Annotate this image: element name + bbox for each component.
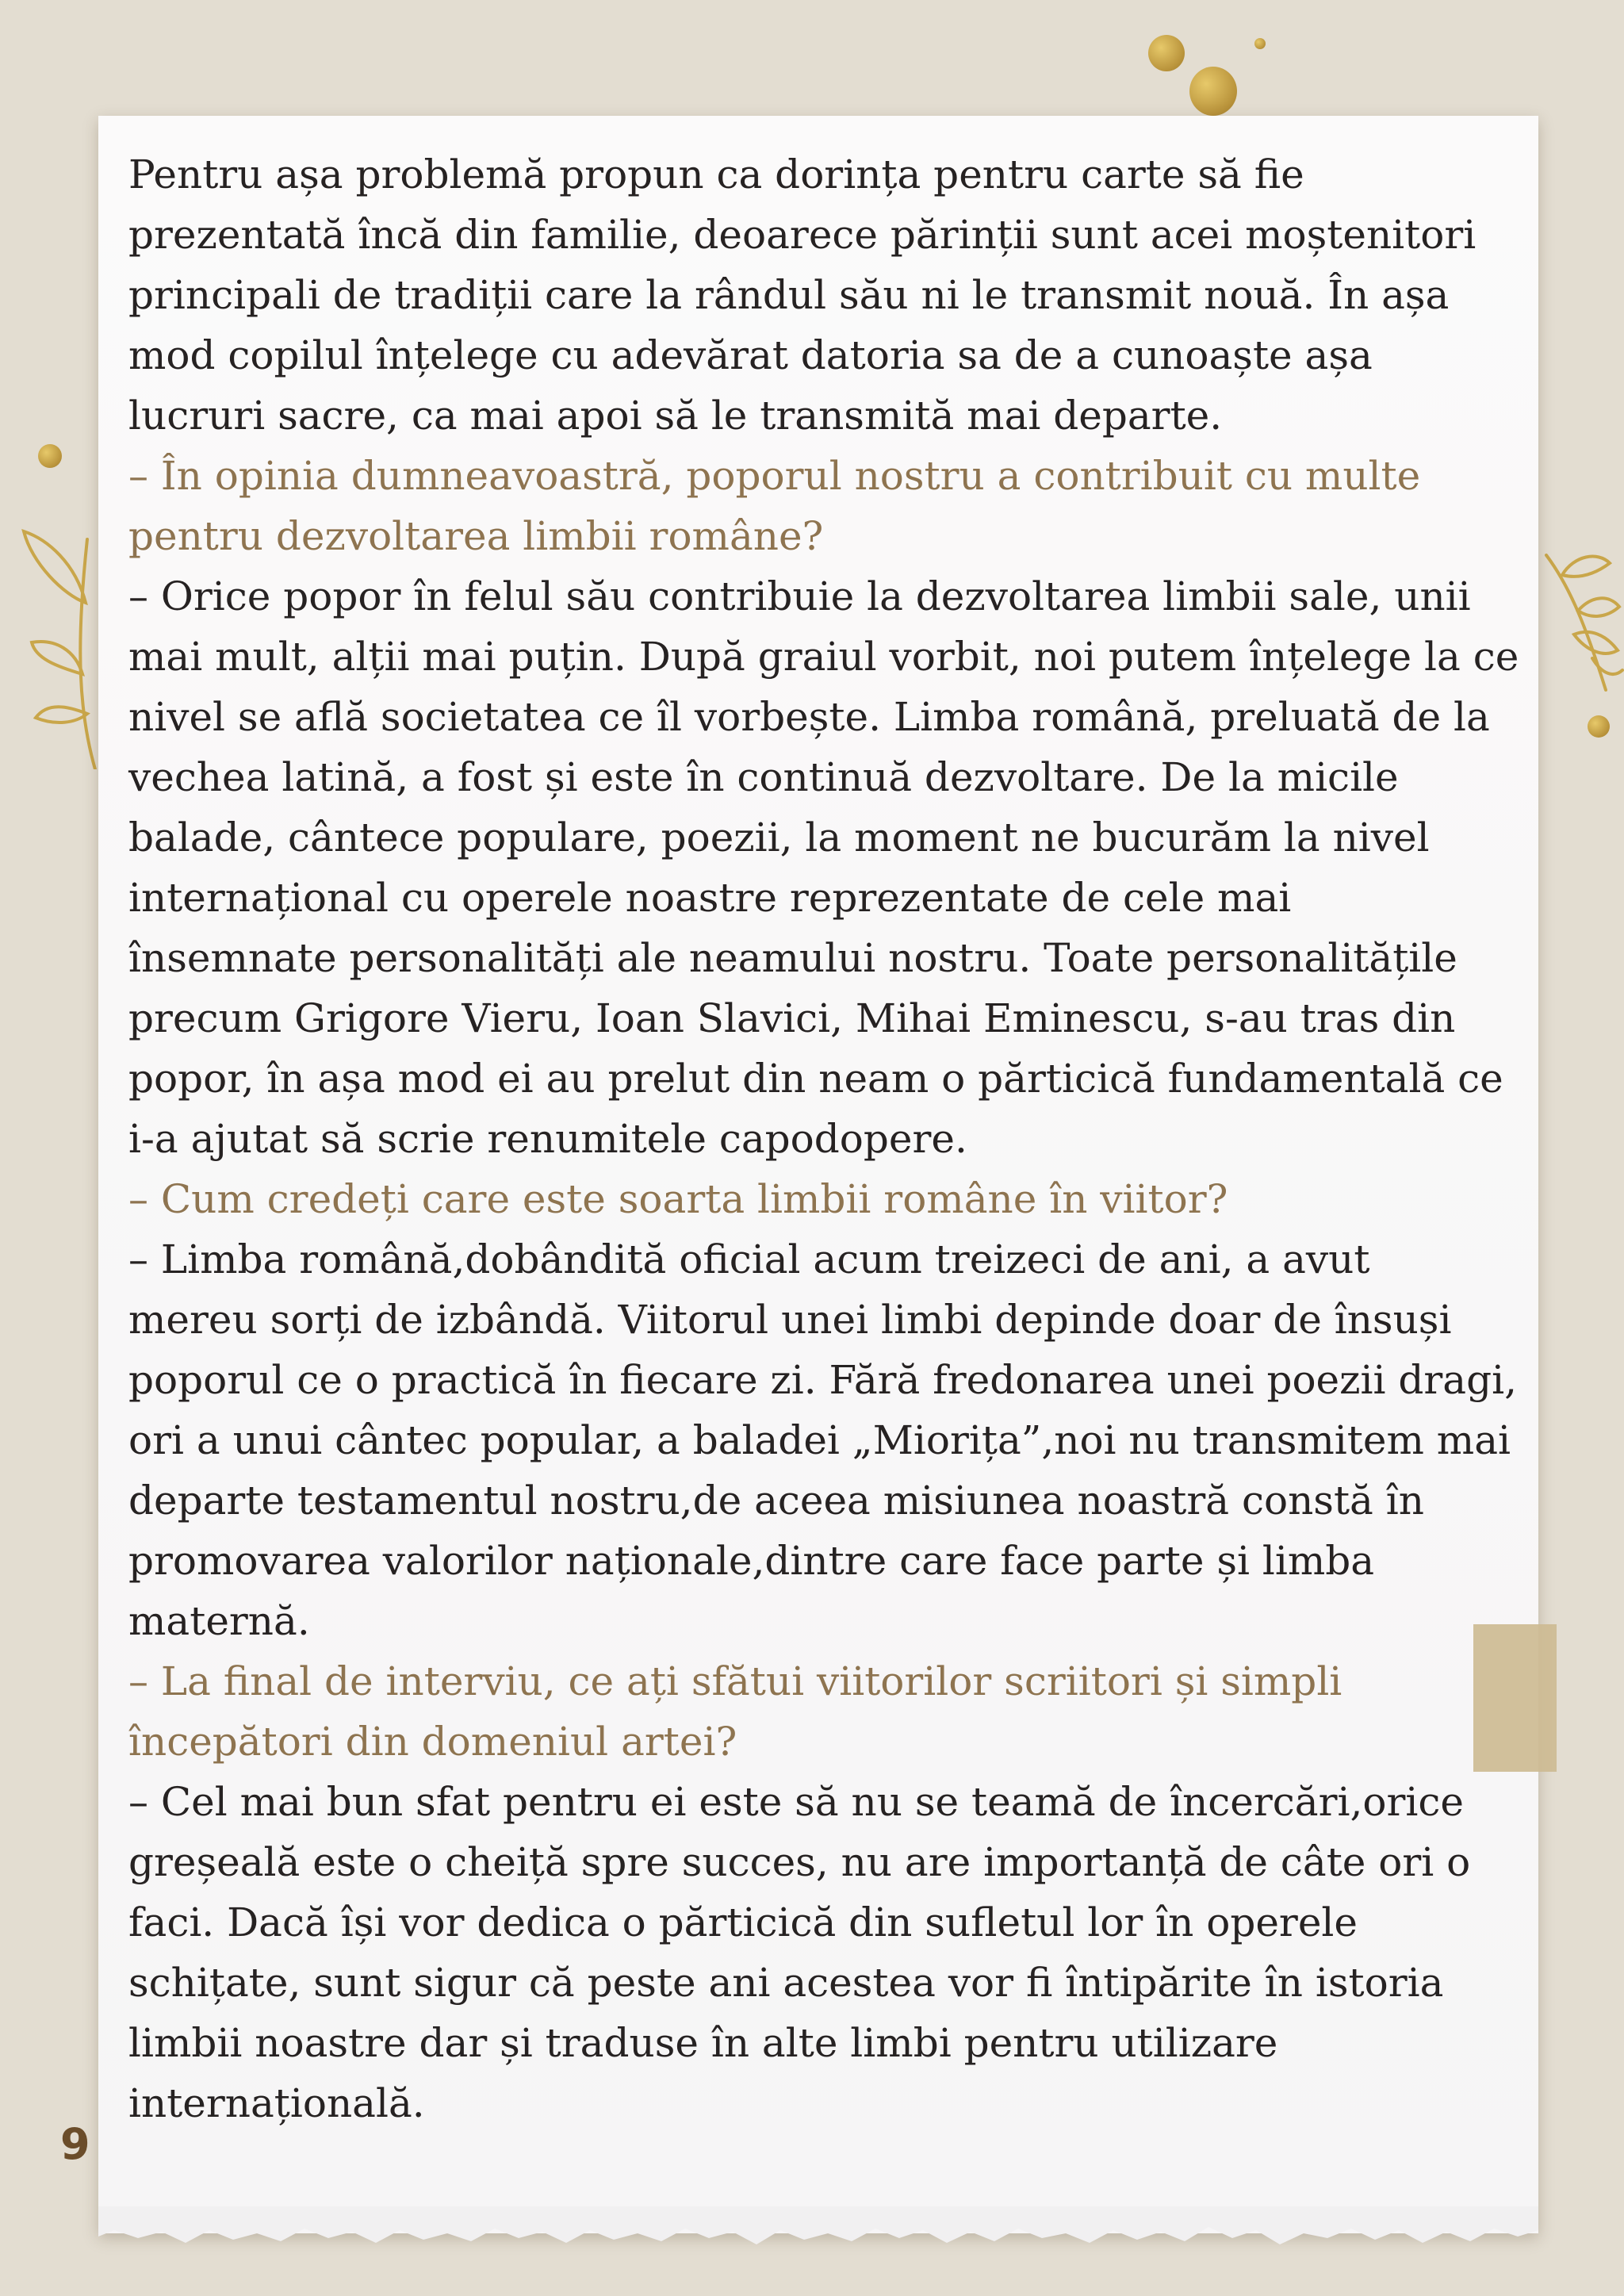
text-line: – Orice popor în felul său contribuie la dezvoltarea limbii sale, unii xyxy=(128,573,1471,619)
torn-paper-edge xyxy=(98,2206,1538,2254)
gold-dot-top-small xyxy=(1148,35,1185,71)
text-line: promovarea valorilor naționale,dintre care face parte și limba xyxy=(128,1538,1375,1584)
text-line: Pentru așa problemă propun ca dorința pentru carte să fie xyxy=(128,151,1304,197)
text-line: – Limba română,dobândită oficial acum treizeci de ani, a avut xyxy=(128,1236,1370,1282)
question-line: – Cum credeți care este soarta limbii române în viitor? xyxy=(128,1176,1228,1222)
text-line: ori a unui cântec popular, a baladei „Miorița”,noi nu transmitem mai xyxy=(128,1417,1511,1463)
gold-dot-right xyxy=(1588,715,1610,738)
text-line: prezentată încă din familie, deoarece părinții sunt acei moștenitori xyxy=(128,212,1477,258)
text-line: poporul ce o practică în fiecare zi. Fără fredonarea unei poezii dragi, xyxy=(128,1357,1517,1403)
text-line: faci. Dacă își vor dedica o părticică din sufletul lor în operele xyxy=(128,1899,1358,1945)
text-line: popor, în așa mod ei au prelut din neam o părticică fundamentală ce xyxy=(128,1056,1503,1102)
question-line: pentru dezvoltarea limbii române? xyxy=(128,513,824,559)
gold-leaf-sprig-left-icon xyxy=(0,508,103,769)
gold-leaf-sprig-right-icon xyxy=(1530,539,1624,698)
text-line: precum Grigore Vieru, Ioan Slavici, Mihai Eminescu, s-au tras din xyxy=(128,995,1456,1041)
text-line: mod copilul înțelege cu adevărat datoria sa de a cunoaște așa xyxy=(128,332,1373,378)
text-line: însemnate personalități ale neamului nostru. Toate personalitățile xyxy=(128,935,1457,981)
text-line: balade, cântece populare, poezii, la moment ne bucurăm la nivel xyxy=(128,815,1430,861)
question-line: începători din domeniul artei? xyxy=(128,1719,737,1765)
text-line: vechea latină, a fost și este în continuă dezvoltare. De la micile xyxy=(128,754,1399,800)
text-line: i-a ajutat să scrie renumitele capodopere. xyxy=(128,1116,967,1162)
text-line: nivel se află societatea ce îl vorbește. Limba română, preluată de la xyxy=(128,694,1490,740)
interview-text xyxy=(128,144,1524,2133)
text-line: – Cel mai bun sfat pentru ei este să nu se teamă de încercări,orice xyxy=(128,1779,1464,1825)
gold-dot-top-large xyxy=(1189,67,1237,116)
text-line: mai mult, alții mai puțin. După graiul vorbit, noi putem înțelege la ce xyxy=(128,634,1519,680)
text-line: limbii noastre dar și traduse în alte limbi pentru utilizare xyxy=(128,2020,1278,2066)
text-line: mereu sorți de izbândă. Viitorul unei limbi depinde doar de însuși xyxy=(128,1297,1452,1343)
text-line: principali de tradiții care la rândul său ni le transmit nouă. În așa xyxy=(128,272,1450,318)
text-line: greșeală este o cheiță spre succes, nu are importanță de câte ori o xyxy=(128,1839,1471,1885)
page-number: 9 xyxy=(60,2119,90,2169)
gold-dot-left xyxy=(38,444,62,468)
question-line: – La final de interviu, ce ați sfătui viitorilor scriitori și simpli xyxy=(128,1658,1342,1704)
text-line: departe testamentul nostru,de aceea misiunea noastră constă în xyxy=(128,1478,1424,1524)
text-line: schițate, sunt sigur că peste ani acestea vor fi întipărite în istoria xyxy=(128,1960,1444,2006)
text-line: lucruri sacre, ca mai apoi să le transmită mai departe. xyxy=(128,393,1223,439)
gold-dot-top-tiny xyxy=(1254,38,1266,49)
text-line: internațională. xyxy=(128,2080,425,2126)
text-line: internațional cu operele noastre reprezentate de cele mai xyxy=(128,875,1292,921)
question-line: – În opinia dumneavoastră, poporul nostru a contribuit cu multe xyxy=(128,453,1421,499)
text-line: maternă. xyxy=(128,1598,310,1644)
